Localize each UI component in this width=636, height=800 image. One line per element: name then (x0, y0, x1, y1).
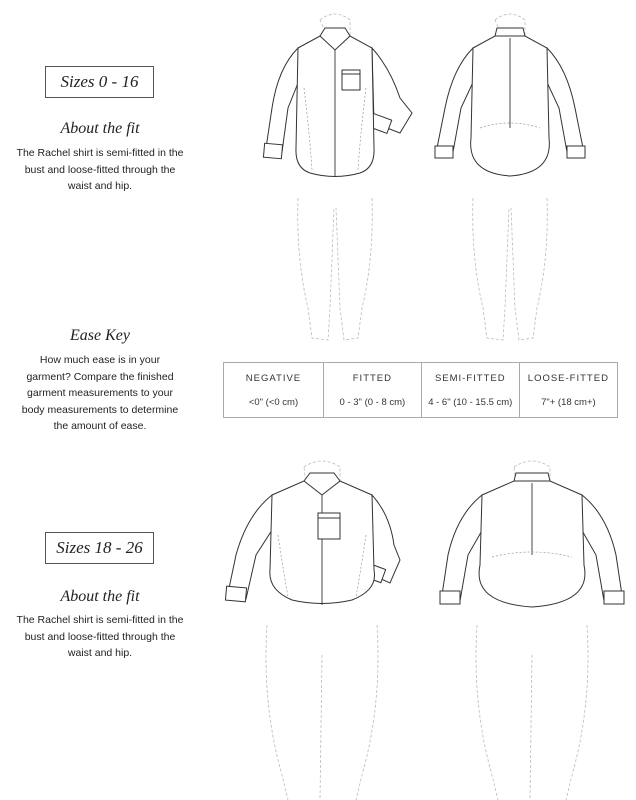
fit-description-2 (0, 612, 200, 662)
ease-key-table (223, 362, 618, 418)
ease-line: garment? Compare the finished (26, 370, 174, 383)
fit-line: waist and hip. (67, 647, 133, 659)
shirt-back-illustration-small (425, 8, 595, 348)
shirt-front-illustration-small (250, 8, 420, 348)
size-range-label: Sizes 18 - 26 (56, 538, 143, 557)
ease-value-fitted: 0 - 3" (0 - 8 cm) (323, 390, 421, 418)
ease-header-semi-fitted: SEMI-FITTED (421, 363, 519, 391)
fit-line: bust and loose-fitted through the (24, 163, 176, 176)
fit-description-1 (0, 145, 200, 195)
ease-value-loose-fitted: 7"+ (18 cm+) (519, 390, 617, 418)
ease-value-negative: <0" (<0 cm) (224, 390, 324, 418)
ease-value-semi-fitted: 4 - 6" (10 - 15.5 cm) (421, 390, 519, 418)
ease-key-heading: Ease Key (70, 327, 130, 344)
size-range-box-1 (45, 66, 154, 98)
fit-line: The Rachel shirt is semi-fitted in the (16, 614, 184, 626)
shirt-front-illustration-plus (222, 455, 422, 800)
size-range-label: Sizes 0 - 16 (60, 72, 139, 91)
ease-key-description (0, 352, 200, 435)
size-range-box-2 (45, 532, 154, 564)
fit-heading-1: About the fit (60, 120, 140, 137)
ease-line: the amount of ease. (53, 420, 147, 432)
ease-line: body measurements to determine (21, 403, 179, 416)
shirt-back-illustration-plus (432, 455, 632, 800)
fit-line: waist and hip. (67, 180, 133, 192)
ease-header-negative: NEGATIVE (224, 363, 324, 391)
ease-header-loose-fitted: LOOSE-FITTED (519, 363, 617, 391)
fit-line: The Rachel shirt is semi-fitted in the (16, 147, 184, 159)
ease-line: garment measurements to your (27, 387, 173, 399)
fit-heading-2: About the fit (60, 588, 140, 605)
fit-line: bust and loose-fitted through the (24, 630, 176, 643)
ease-line: How much ease is in your (39, 354, 161, 366)
ease-header-fitted: FITTED (323, 363, 421, 391)
